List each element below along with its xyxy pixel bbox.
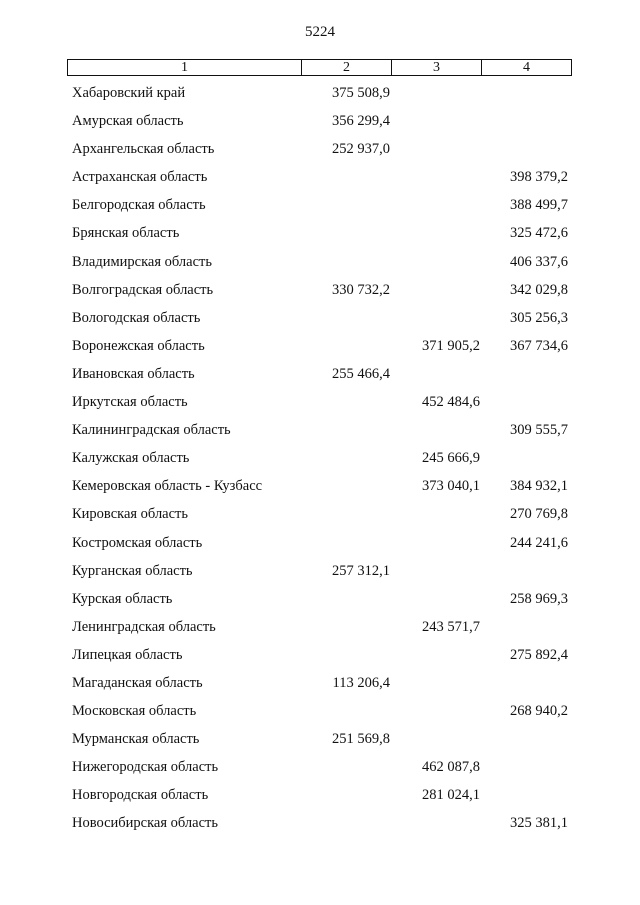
- region-name: Ленинградская область: [72, 618, 216, 635]
- value-col-3: 245 666,9: [422, 450, 480, 467]
- table-row: [0, 220, 640, 248]
- table-row: [0, 782, 640, 810]
- region-name: Владимирская область: [72, 253, 212, 270]
- table-header: [67, 59, 572, 76]
- table-row: [0, 361, 640, 389]
- header-col-4: 4: [481, 60, 571, 75]
- table-row: [0, 192, 640, 220]
- table-row: [0, 642, 640, 670]
- value-col-4: 325 381,1: [510, 815, 568, 832]
- table-row: [0, 333, 640, 361]
- value-col-2: 257 312,1: [332, 562, 390, 579]
- table-row: [0, 726, 640, 754]
- value-col-4: 406 337,6: [510, 253, 568, 270]
- table-row: [0, 614, 640, 642]
- header-col-3: 3: [391, 60, 481, 75]
- value-col-2: 251 569,8: [332, 731, 390, 748]
- table-row: [0, 810, 640, 838]
- table-row: [0, 80, 640, 108]
- value-col-3: 452 484,6: [422, 394, 480, 411]
- value-col-2: 113 206,4: [332, 674, 390, 691]
- region-name: Липецкая область: [72, 646, 183, 663]
- region-name: Мурманская область: [72, 731, 200, 748]
- table-row: [0, 558, 640, 586]
- region-name: Магаданская область: [72, 674, 203, 691]
- region-name: Новгородская область: [72, 787, 209, 804]
- page-number: 5224: [305, 24, 335, 40]
- region-name: Воронежская область: [72, 337, 205, 354]
- value-col-3: 243 571,7: [422, 618, 480, 635]
- table-row: [0, 445, 640, 473]
- value-col-2: 356 299,4: [332, 113, 390, 130]
- value-col-4: 244 241,6: [510, 534, 568, 551]
- region-name: Амурская область: [72, 113, 184, 130]
- header-col-1: 1: [181, 60, 188, 75]
- value-col-3: 373 040,1: [422, 478, 480, 495]
- table-row: [0, 473, 640, 501]
- table-row: [0, 417, 640, 445]
- region-name: Брянская область: [72, 225, 180, 242]
- value-col-4: 275 892,4: [510, 646, 568, 663]
- value-col-4: 258 969,3: [510, 590, 568, 607]
- region-name: Астраханская область: [72, 169, 208, 186]
- region-name: Костромская область: [72, 534, 203, 551]
- table-row: [0, 670, 640, 698]
- region-name: Иркутская область: [72, 394, 188, 411]
- table-row: [0, 586, 640, 614]
- region-name: Московская область: [72, 703, 197, 720]
- region-name: Ивановская область: [72, 365, 195, 382]
- region-name: Архангельская область: [72, 141, 215, 158]
- region-name: Вологодская область: [72, 309, 201, 326]
- value-col-4: 268 940,2: [510, 703, 568, 720]
- value-col-4: 305 256,3: [510, 309, 568, 326]
- table-row: [0, 389, 640, 417]
- region-name: Кировская область: [72, 506, 189, 523]
- table-row: [0, 108, 640, 136]
- region-name: Калужская область: [72, 450, 190, 467]
- value-col-3: 462 087,8: [422, 759, 480, 776]
- value-col-2: 255 466,4: [332, 365, 390, 382]
- region-name: Хабаровский край: [72, 85, 186, 101]
- value-col-4: 367 734,6: [510, 337, 568, 354]
- region-name: Нижегородская область: [72, 759, 219, 776]
- table-row: [0, 305, 640, 333]
- region-name: Курганская область: [72, 562, 193, 579]
- value-col-2: 330 732,2: [332, 281, 390, 298]
- table-row: [0, 698, 640, 726]
- region-name: Волгоградская область: [72, 281, 214, 298]
- value-col-2: 375 508,9: [332, 85, 390, 101]
- value-col-3: 281 024,1: [422, 787, 480, 804]
- value-col-4: 270 769,8: [510, 506, 568, 523]
- value-col-2: 252 937,0: [332, 141, 390, 158]
- region-name: Курская область: [72, 590, 173, 607]
- table-row: [0, 530, 640, 558]
- value-col-4: 398 379,2: [510, 169, 568, 186]
- table-row: [0, 277, 640, 305]
- value-col-4: 325 472,6: [510, 225, 568, 242]
- value-col-4: 309 555,7: [510, 422, 568, 439]
- table-row: [0, 754, 640, 782]
- table-row: [0, 501, 640, 529]
- value-col-4: 342 029,8: [510, 281, 568, 298]
- value-col-4: 384 932,1: [510, 478, 568, 495]
- region-name: Кемеровская область - Кузбасс: [72, 478, 263, 495]
- table-row: [0, 249, 640, 277]
- value-col-3: 371 905,2: [422, 337, 480, 354]
- table-row: [0, 164, 640, 192]
- region-name: Белгородская область: [72, 197, 206, 214]
- header-col-2: 2: [301, 60, 391, 75]
- region-name: Калининградская область: [72, 422, 231, 439]
- table-row: [0, 136, 640, 164]
- value-col-4: 388 499,7: [510, 197, 568, 214]
- region-name: Новосибирская область: [72, 815, 218, 832]
- table-body: [0, 80, 640, 839]
